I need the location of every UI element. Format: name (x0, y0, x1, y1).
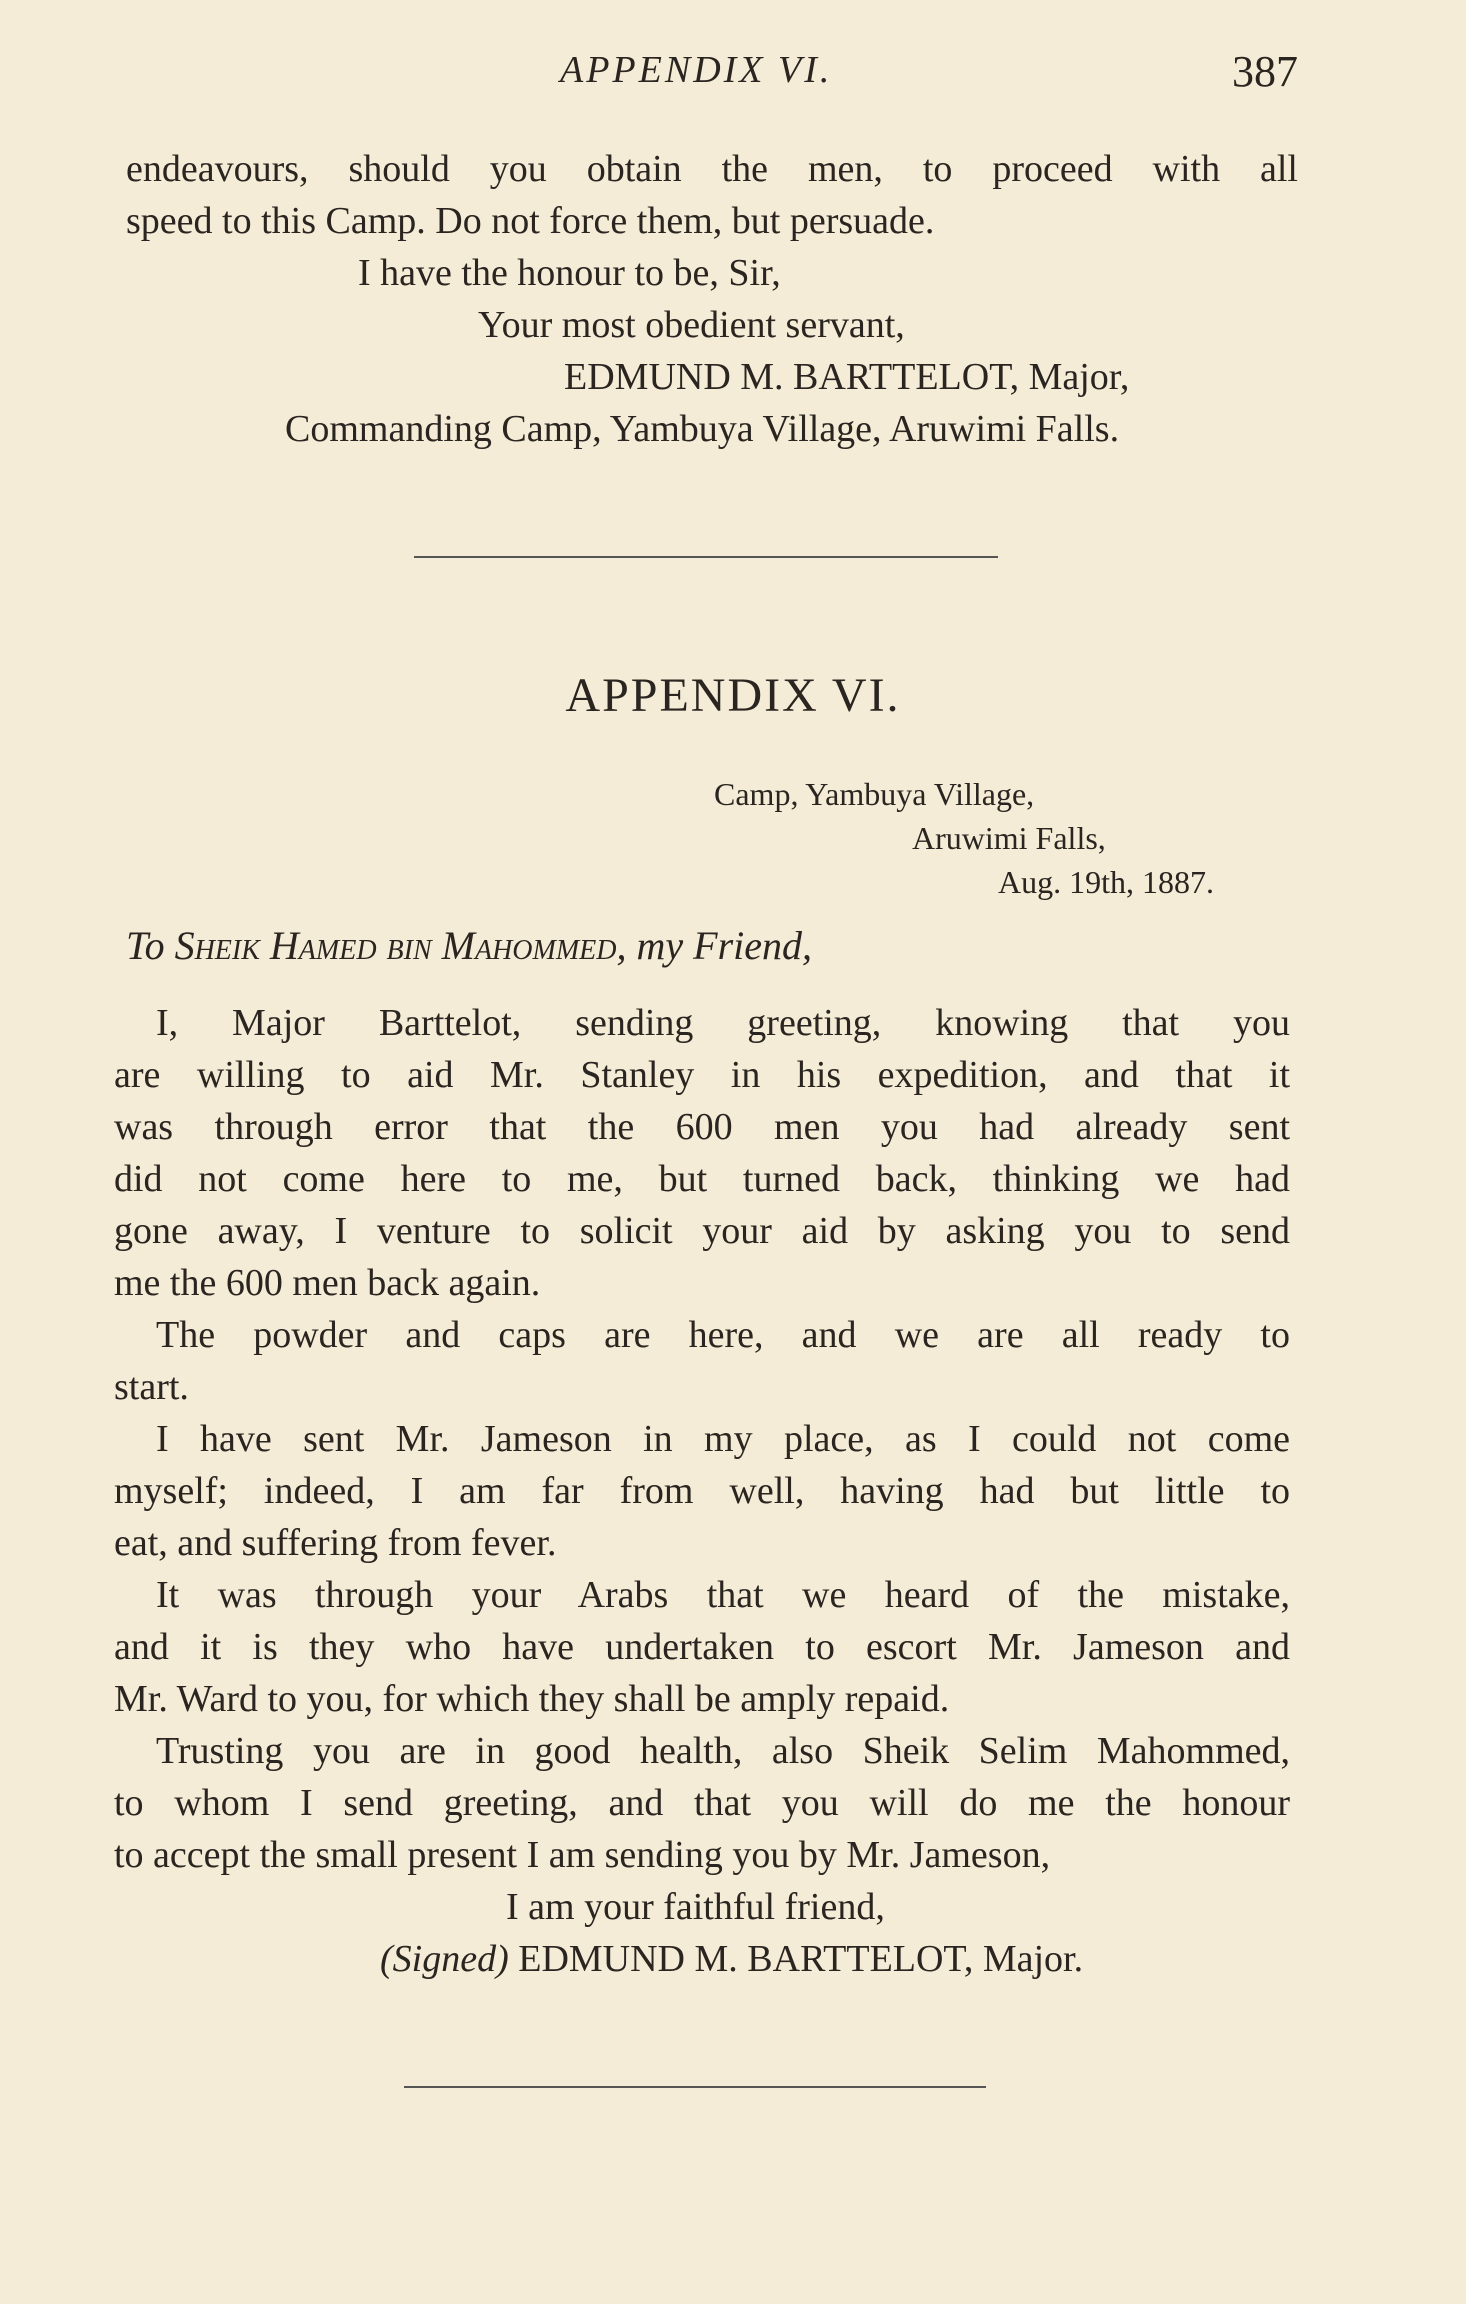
salutation-friend: my Friend, (636, 923, 813, 968)
prev-letter-line: speed to this Camp. Do not force them, but persuade. (126, 200, 935, 242)
body-line: gone away, I venture to solicit your aid by asking you to send (114, 1210, 1290, 1252)
salutation (126, 922, 812, 969)
salutation-hamed: Hamed (269, 923, 377, 968)
page-number: 387 (1232, 47, 1298, 96)
body-line: I have sent Mr. Jameson in my place, as I could not come (156, 1418, 1290, 1460)
section-divider (414, 556, 998, 558)
dateline-place: Camp, Yambuya Village, (714, 776, 1035, 812)
body-line: I, Major Barttelot, sending greeting, knowing that you (156, 1002, 1290, 1044)
body-line: It was through your Arabs that we heard of the mistake, (156, 1574, 1290, 1616)
signed-label: (Signed) (380, 1938, 509, 1980)
prev-letter-closing: Your most obedient servant, (478, 304, 905, 346)
salutation-sheik: Sheik (174, 923, 260, 968)
appendix-title: APPENDIX VI. (565, 669, 901, 722)
salutation-mahommed: Mahommed, (441, 923, 627, 968)
body-line: are willing to aid Mr. Stanley in his expedition, and that it (114, 1054, 1290, 1096)
signature (380, 1940, 1083, 1978)
signatory-name: EDMUND M. BARTTELOT, Major. (518, 1938, 1084, 1980)
prev-letter-closing: I have the honour to be, Sir, (358, 252, 781, 294)
dateline-date: Aug. 19th, 1887. (998, 864, 1214, 900)
prev-letter-line: endeavours, should you obtain the men, to proceed with all (126, 148, 1298, 190)
end-rule (404, 2086, 986, 2088)
body-line: did not come here to me, but turned back, thinking we had (114, 1158, 1290, 1200)
body-line: to accept the small present I am sending you by Mr. Jameson, (114, 1834, 1051, 1876)
prev-letter-title: Commanding Camp, Yambuya Village, Aruwimi Falls. (285, 408, 1120, 450)
body-line: start. (114, 1366, 189, 1408)
body-line: to whom I send greeting, and that you will do me the honour (114, 1782, 1290, 1824)
body-line: and it is they who have undertaken to escort Mr. Jameson and (114, 1626, 1290, 1668)
salutation-to: To (126, 923, 165, 968)
prev-letter-signature: EDMUND M. BARTTELOT, Major, (564, 356, 1130, 398)
body-line: The powder and caps are here, and we are all ready to (156, 1314, 1290, 1356)
closing-line: I am your faithful friend, (506, 1886, 885, 1928)
body-line: myself; indeed, I am far from well, having had but little to (114, 1470, 1290, 1512)
salutation-bin: bin (386, 923, 432, 968)
body-line: Mr. Ward to you, for which they shall be amply repaid. (114, 1678, 950, 1720)
body-line: was through error that the 600 men you had already sent (114, 1106, 1290, 1148)
running-head: APPENDIX VI. (560, 49, 833, 91)
body-line: me the 600 men back again. (114, 1262, 541, 1304)
body-line: eat, and suffering from fever. (114, 1522, 557, 1564)
dateline-region: Aruwimi Falls, (912, 820, 1106, 856)
body-line: Trusting you are in good health, also Sheik Selim Mahommed, (156, 1730, 1290, 1772)
